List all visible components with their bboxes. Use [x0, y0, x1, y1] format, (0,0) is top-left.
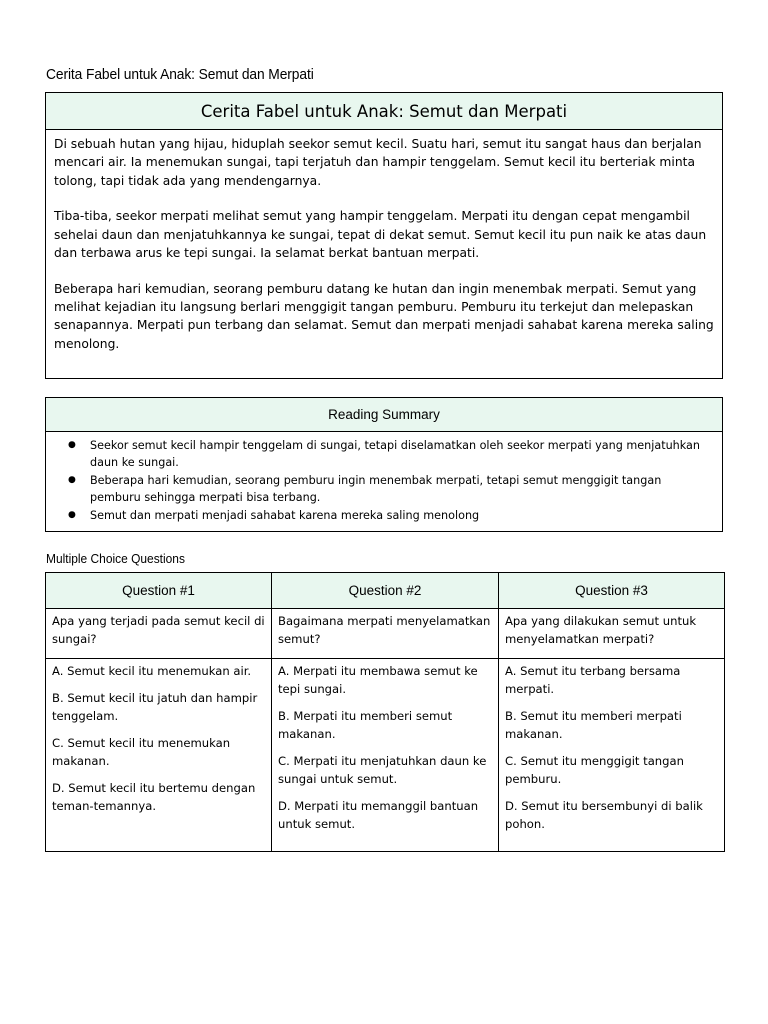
- question-2-text: Bagaimana merpati menyelamatkan semut?: [272, 609, 499, 659]
- question-3-text: Apa yang dilakukan semut untuk menyelamatkan merpati?: [499, 609, 725, 659]
- mcq-question-row: [46, 609, 725, 659]
- story-paragraph-3: Beberapa hari kemudian, seorang pemburu datang ke hutan dan ingin menembak merpati. Semut yang melihat kejadian itu langsung berlari menggigit tangan pemburu. Pemburu itu terkejut dan melepaskan senapannya. Merpati pun terbang dan selamat. Semut dan merpati menjadi sahabat karena mereka saling menolong.: [54, 281, 714, 351]
- summary-item-3: ● Semut dan merpati menjadi sahabat karena mereka saling menolong: [90, 507, 712, 524]
- option-2d: D. Merpati itu memanggil bantuan untuk semut.: [278, 799, 479, 831]
- mcq-title: Multiple Choice Questions: [46, 551, 185, 566]
- option-1a: A. Semut kecil itu menemukan air.: [52, 664, 252, 678]
- option-3c: C. Semut itu menggigit tangan pemburu.: [505, 754, 684, 786]
- question-1-header: Question #1: [46, 573, 272, 609]
- option-1d: D. Semut kecil itu bertemu dengan teman-temannya.: [52, 781, 256, 813]
- option-3d: D. Semut itu bersembunyi di balik pohon.: [505, 799, 703, 831]
- summary-heading: Reading Summary: [46, 398, 722, 432]
- summary-list: [46, 432, 722, 524]
- question-2-options: [272, 659, 499, 852]
- option-2a: A. Merpati itu membawa semut ke tepi sungai.: [278, 664, 478, 696]
- story-box: [45, 92, 723, 379]
- summary-item-1: ● Seekor semut kecil hampir tenggelam di sungai, tetapi diselamatkan oleh seekor merpati yang menjatuhkan daun ke sungai.: [90, 437, 712, 471]
- question-3-header: Question #3: [499, 573, 725, 609]
- mcq-header-row: [46, 573, 725, 609]
- mcq-options-row: [46, 659, 725, 852]
- question-1-options: [46, 659, 272, 852]
- story-heading: Cerita Fabel untuk Anak: Semut dan Merpati: [46, 93, 722, 130]
- question-3-options: [499, 659, 725, 852]
- story-body: [46, 130, 722, 353]
- document-title: Cerita Fabel untuk Anak: Semut dan Merpati: [46, 66, 314, 83]
- option-3a: A. Semut itu terbang bersama merpati.: [505, 664, 681, 696]
- story-paragraph-1: Di sebuah hutan yang hijau, hiduplah seekor semut kecil. Suatu hari, semut itu sangat haus dan berjalan mencari air. Ia menemukan sungai, tapi terjatuh dan hampir tenggelam. Semut kecil itu berteriak minta tolong, tapi tidak ada yang mendengarnya.: [54, 137, 702, 188]
- option-1c: C. Semut kecil itu menemukan makanan.: [52, 736, 231, 768]
- summary-item-2: ● Beberapa hari kemudian, seorang pemburu ingin menembak merpati, tetapi semut menggigit tangan pemburu sehingga merpati bisa terbang.: [90, 472, 712, 506]
- question-1-text: Apa yang terjadi pada semut kecil di sungai?: [46, 609, 272, 659]
- question-2-header: Question #2: [272, 573, 499, 609]
- option-2c: C. Merpati itu menjatuhkan daun ke sungai untuk semut.: [278, 754, 487, 786]
- option-3b: B. Semut itu memberi merpati makanan.: [505, 709, 682, 741]
- option-2b: B. Merpati itu memberi semut makanan.: [278, 709, 453, 741]
- option-1b: B. Semut kecil itu jatuh dan hampir tenggelam.: [52, 691, 258, 723]
- story-paragraph-2: Tiba-tiba, seekor merpati melihat semut yang hampir tenggelam. Merpati itu dengan cepat mengambil sehelai daun dan menjatuhkannya ke sungai, tepat di dekat semut. Semut kecil itu pun naik ke atas daun dan terbawa arus ke tepi sungai. Ia selamat berkat bantuan merpati.: [54, 209, 707, 260]
- reading-summary-box: [45, 397, 723, 532]
- mcq-table: [45, 572, 725, 852]
